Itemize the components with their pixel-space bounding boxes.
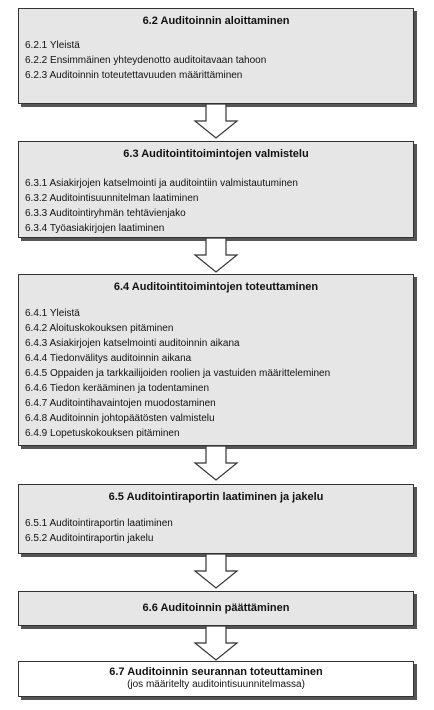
step-item: 6.3.2 Auditointisuunnitelman laatiminen	[25, 193, 199, 204]
step-item: 6.4.9 Lopetuskokouksen pitäminen	[25, 428, 180, 439]
step-item: 6.4.3 Asiakirjojen katselmointi auditoinnin aikana	[25, 338, 240, 349]
step-item: 6.4.5 Oppaiden ja tarkkailijoiden roolien ja vastuiden määritteleminen	[25, 368, 331, 379]
step-box-6-5	[18, 484, 414, 554]
step-box-6-4	[18, 274, 414, 446]
step-item: 6.4.1 Yleistä	[25, 308, 80, 319]
down-arrow-icon	[193, 238, 239, 274]
step-title: 6.4 Auditointitoimintojen toteuttaminen	[113, 281, 319, 293]
step-items	[19, 176, 413, 236]
step-item: 6.3.1 Asiakirjojen katselmointi ja auditointiin valmistautuminen	[25, 178, 298, 189]
step-item: 6.4.4 Tiedonvälitys auditoinnin aikana	[25, 353, 192, 364]
down-arrow-icon	[193, 626, 239, 662]
step-box-6-2	[18, 8, 414, 104]
down-arrow-icon	[193, 104, 239, 140]
step-box-6-7	[18, 661, 414, 697]
step-items	[19, 516, 413, 546]
step-item: 6.2.2 Ensimmäinen yhteydenotto auditoitavaan tahoon	[25, 55, 267, 66]
step-title: 6.3 Auditointitoimintojen valmistelu	[123, 148, 309, 160]
step-items	[19, 38, 413, 83]
step-item: 6.4.6 Tiedon kerääminen ja todentaminen	[25, 383, 210, 394]
step-item: 6.4.7 Auditointihavaintojen muodostaminen	[25, 398, 216, 409]
step-title: 6.7 Auditoinnin seurannan toteuttaminen	[109, 666, 323, 678]
step-item: 6.5.2 Auditointiraportin jakelu	[25, 533, 154, 544]
step-item: 6.5.1 Auditointiraportin laatiminen	[25, 518, 173, 529]
step-title: 6.2 Auditoinnin aloittaminen	[142, 15, 290, 27]
step-box-6-3	[18, 141, 414, 238]
step-item: 6.2.3 Auditoinnin toteutettavuuden määrittäminen	[25, 70, 243, 81]
step-title: 6.6 Auditoinnin päättäminen	[142, 602, 290, 614]
step-items	[19, 306, 413, 441]
step-item: 6.3.3 Auditointiryhmän tehtävienjako	[25, 208, 186, 219]
down-arrow-icon	[193, 554, 239, 590]
step-item: 6.3.4 Työasiakirjojen laatiminen	[25, 223, 165, 234]
down-arrow-icon	[193, 446, 239, 482]
step-item: 6.4.8 Auditoinnin johtopäätösten valmistelu	[25, 413, 215, 424]
step-box-6-6	[18, 591, 414, 626]
step-title: 6.5 Auditointiraportin laatiminen ja jakelu	[108, 491, 324, 503]
step-subtitle: (jos määritelty auditointisuunnitelmassa)	[127, 679, 305, 690]
step-item: 6.4.2 Aloituskokouksen pitäminen	[25, 323, 174, 334]
step-item: 6.2.1 Yleistä	[25, 40, 80, 51]
